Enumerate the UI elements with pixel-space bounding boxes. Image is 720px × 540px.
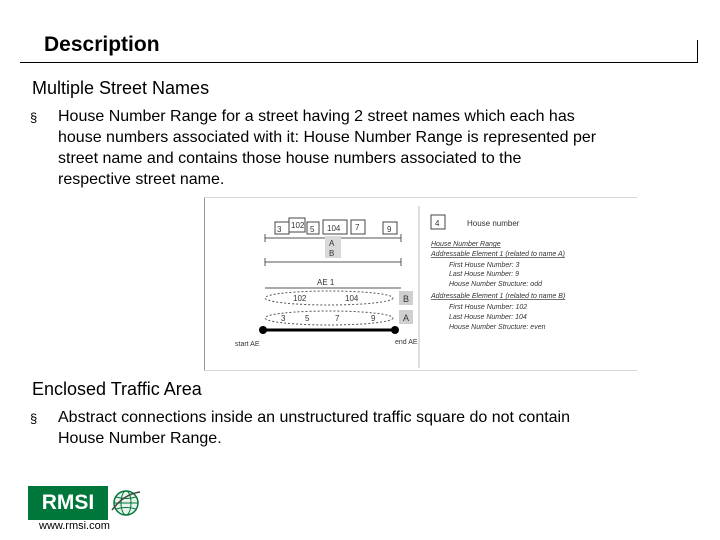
- logo-text: RMSI: [28, 486, 108, 520]
- bullet-text-house-number-range: [58, 106, 596, 190]
- legend-line: Last House Number: 9: [449, 271, 520, 278]
- top-number-102: 102: [291, 221, 305, 230]
- bullet-line: street name and contains those house numbers associated to the: [58, 150, 522, 167]
- house-number-range-diagram: [204, 197, 637, 371]
- heading-enclosed-traffic-area: Enclosed Traffic Area: [32, 379, 202, 399]
- website-url: www.rmsi.com: [39, 520, 110, 532]
- slide-title: Description: [44, 33, 160, 56]
- legend-line: Addressable Element 1 (related to name A): [431, 251, 565, 258]
- name-label-a: A: [329, 239, 335, 248]
- range-a-3: 3: [281, 314, 286, 323]
- legend-line: House Number Structure: even: [449, 324, 546, 331]
- legend-line: First House Number: 102: [449, 304, 528, 311]
- end-node: [391, 326, 399, 334]
- legend-line: House Number Range: [431, 241, 501, 248]
- range-a-5: 5: [305, 314, 310, 323]
- legend-line: First House Number: 3: [449, 262, 520, 269]
- range-a-letter: A: [403, 313, 410, 323]
- heading-multiple-street-names: Multiple Street Names: [32, 78, 210, 98]
- bullet-line: House Number Range for a street having 2 street names which each has: [58, 108, 575, 125]
- name-label-b: B: [329, 249, 335, 258]
- title-divider-cap: [697, 40, 698, 63]
- top-number-5: 5: [310, 225, 315, 234]
- top-number-9: 9: [387, 225, 392, 234]
- start-node: [259, 326, 267, 334]
- globe-icon: [110, 486, 142, 520]
- top-number-3: 3: [277, 225, 282, 234]
- top-number-7: 7: [355, 223, 360, 232]
- bullet-marker: §: [30, 411, 38, 426]
- top-number-104: 104: [327, 224, 341, 233]
- range-b-letter: B: [403, 294, 410, 304]
- start-label: start AE: [235, 341, 260, 348]
- range-a-9: 9: [371, 314, 376, 323]
- legend-box-text: House number: [467, 219, 520, 228]
- range-b-end: 104: [345, 294, 359, 303]
- ae-label: AE 1: [317, 278, 335, 287]
- bullet-line: House Number Range.: [58, 430, 222, 447]
- bullet-line: respective street name.: [58, 171, 225, 188]
- title-divider: [20, 62, 698, 63]
- legend-line: Addressable Element 1 (related to name B): [431, 293, 566, 300]
- bullet-text-abstract-connections: [58, 407, 570, 449]
- bullet-line: Abstract connections inside an unstructured traffic square do not contain: [58, 409, 571, 426]
- range-b-start: 102: [293, 294, 307, 303]
- rmsi-logo: [28, 486, 142, 520]
- legend-box-number: 4: [435, 219, 440, 228]
- range-b-ellipse: [265, 291, 393, 305]
- range-a-7: 7: [335, 314, 340, 323]
- bullet-line: house numbers associated with it: House Number Range is represented per: [58, 129, 597, 146]
- end-label: end AE: [395, 339, 418, 346]
- bullet-marker: §: [30, 110, 38, 125]
- legend-line: Last House Number: 104: [449, 314, 527, 321]
- legend-line: House Number Structure: odd: [449, 281, 542, 288]
